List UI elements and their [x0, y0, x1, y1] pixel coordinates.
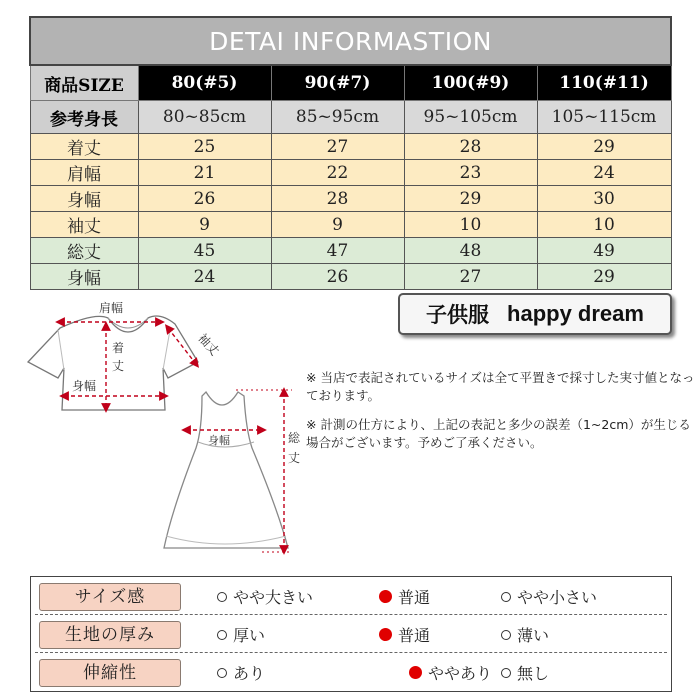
table-cell: 9: [271, 212, 404, 238]
table-cell: 48: [404, 238, 537, 264]
table-header-row: [30, 65, 671, 101]
table-cell: 28: [271, 186, 404, 212]
note-2: ※ 計測の仕方により、上記の表記と多少の誤差（1~2cm）が生じる場合がございます。予めご了承ください。: [306, 417, 691, 450]
table-cell: 29: [537, 134, 671, 160]
option-text: 普通: [398, 588, 431, 607]
table-cell: 80~85cm: [138, 101, 271, 134]
rating-row-thickness: [31, 615, 671, 653]
option-text: 無し: [517, 664, 550, 683]
table-cell: 25: [138, 134, 271, 160]
table-cell: 10: [537, 212, 671, 238]
rating-option: [217, 623, 265, 646]
rating-option: [501, 661, 549, 684]
row-label: 身幅: [30, 264, 138, 290]
empty-circle-icon: [501, 668, 511, 678]
dress-width-label: 身幅: [208, 434, 230, 447]
rating-option: [409, 661, 492, 684]
empty-circle-icon: [501, 592, 511, 602]
table-cell: 29: [537, 264, 671, 290]
ratings-panel: [30, 576, 672, 692]
row-label: 総丈: [30, 238, 138, 264]
dress-illustration: [164, 392, 288, 548]
brand-jp: 子供服: [426, 303, 490, 327]
table-cell: 24: [537, 160, 671, 186]
option-text: 薄い: [517, 626, 550, 645]
header-cell: 110(#11): [537, 65, 671, 101]
rating-option: [379, 623, 430, 646]
row-label: 肩幅: [30, 160, 138, 186]
table-row: [30, 212, 671, 238]
table-cell: 9: [138, 212, 271, 238]
note-1: ※ 当店で表記されているサイズは全て平置きで採寸した実寸値となっております。: [306, 370, 695, 403]
row-label: 身幅: [30, 186, 138, 212]
table-cell: 95~105cm: [404, 101, 537, 134]
table-row: [30, 238, 671, 264]
table-cell: 47: [271, 238, 404, 264]
shirt-sleeve-label: 袖丈: [195, 331, 222, 359]
empty-circle-icon: [217, 668, 227, 678]
reference-height-row: [30, 101, 671, 134]
table-cell: 105~115cm: [537, 101, 671, 134]
table-cell: 21: [138, 160, 271, 186]
measurement-diagram: [0, 290, 310, 565]
option-text: 普通: [398, 626, 431, 645]
table-cell: 30: [537, 186, 671, 212]
table-cell: 24: [138, 264, 271, 290]
rating-option: [501, 623, 549, 646]
table-cell: 29: [404, 186, 537, 212]
table-title: DETAI INFORMASTION: [30, 17, 671, 65]
table-cell: 22: [271, 160, 404, 186]
rating-row-size: [31, 577, 671, 615]
header-cell: 商品SIZE: [30, 65, 138, 101]
filled-circle-icon: [409, 666, 422, 679]
table-cell: 26: [138, 186, 271, 212]
shirt-shoulder-label: 肩幅: [99, 301, 124, 315]
size-table: [29, 16, 672, 290]
measurement-notes: [306, 369, 696, 463]
header-cell: 100(#9): [404, 65, 537, 101]
table-cell: 49: [537, 238, 671, 264]
shirt-length-label-1: 着: [112, 341, 125, 355]
empty-circle-icon: [217, 630, 227, 640]
table-cell: 26: [271, 264, 404, 290]
empty-circle-icon: [501, 630, 511, 640]
row-label: 袖丈: [30, 212, 138, 238]
option-text: やや大きい: [233, 588, 314, 607]
rating-option: [217, 585, 313, 608]
table-cell: 27: [404, 264, 537, 290]
brand-box: [398, 293, 672, 335]
table-cell: 27: [271, 134, 404, 160]
rating-label: サイズ感: [39, 583, 181, 611]
table-cell: 28: [404, 134, 537, 160]
rating-label: 伸縮性: [39, 659, 181, 687]
filled-circle-icon: [379, 628, 392, 641]
option-text: あり: [233, 664, 266, 683]
table-cell: 10: [404, 212, 537, 238]
empty-circle-icon: [217, 592, 227, 602]
table-row: [30, 186, 671, 212]
shirt-width-label: 身幅: [72, 379, 97, 393]
option-text: 厚い: [233, 626, 266, 645]
table-row: [30, 134, 671, 160]
table-cell: 85~95cm: [271, 101, 404, 134]
row-label: 着丈: [30, 134, 138, 160]
sleeve-arrow: [168, 328, 196, 364]
shirt-length-label-2: 丈: [112, 359, 125, 373]
rating-option: [501, 585, 597, 608]
row-label: 参考身長: [30, 101, 138, 134]
rating-option: [217, 661, 265, 684]
header-cell: 80(#5): [138, 65, 271, 101]
filled-circle-icon: [379, 590, 392, 603]
dress-total-label-2: 丈: [288, 451, 301, 465]
option-text: やや小さい: [517, 588, 598, 607]
header-cell: 90(#7): [271, 65, 404, 101]
table-cell: 45: [138, 238, 271, 264]
table-cell: 23: [404, 160, 537, 186]
option-text: ややあり: [428, 664, 493, 683]
rating-label: 生地の厚み: [39, 621, 181, 649]
table-row: [30, 160, 671, 186]
brand-en: happy dream: [507, 301, 644, 326]
rating-option: [379, 585, 430, 608]
table-row: [30, 264, 671, 290]
rating-row-stretch: [31, 653, 671, 691]
dress-total-label-1: 総: [288, 431, 301, 445]
